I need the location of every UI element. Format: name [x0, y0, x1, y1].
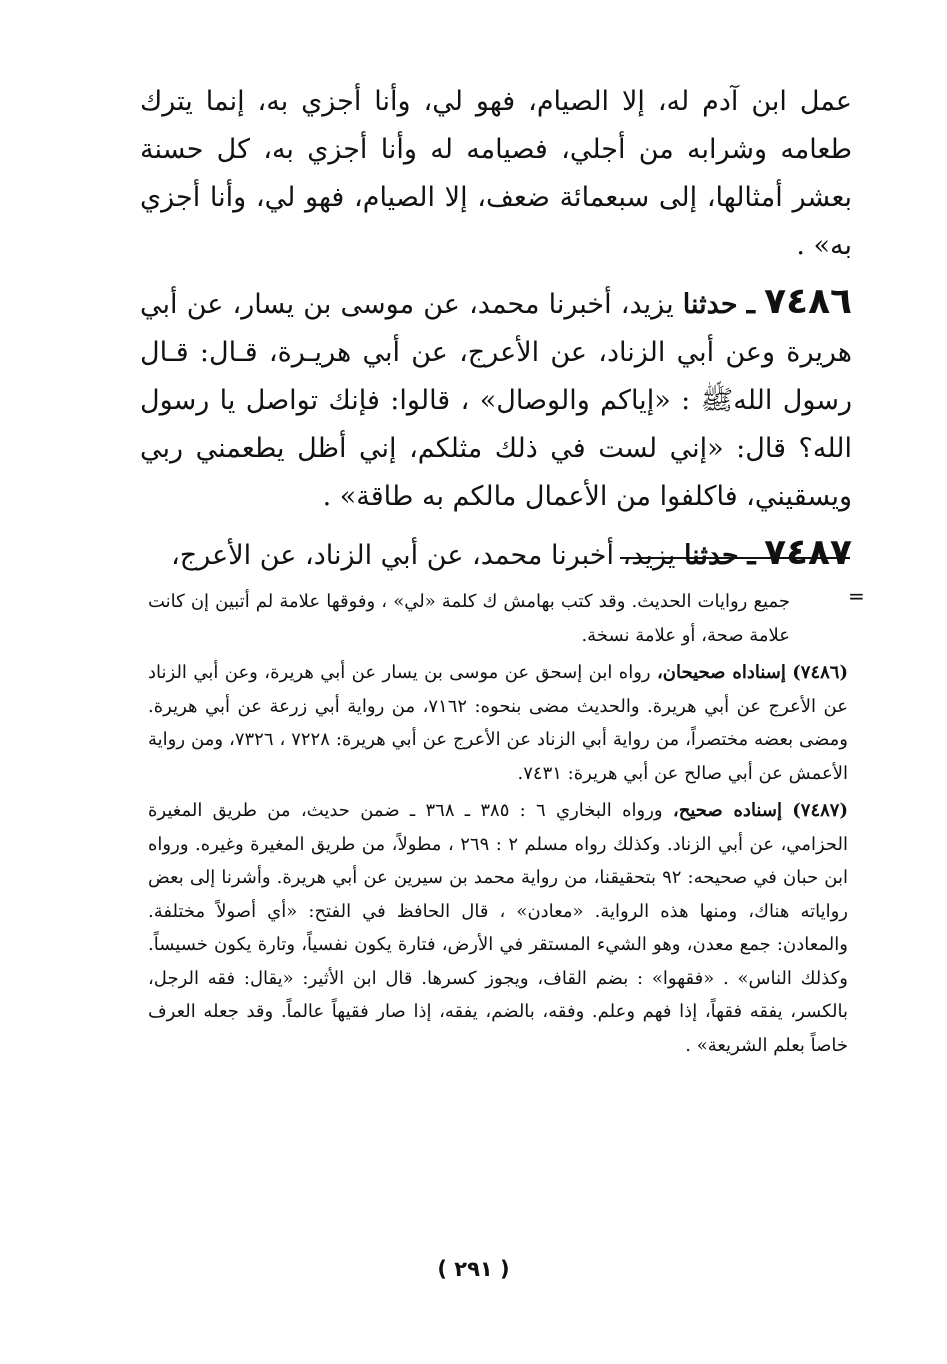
footnote-separator [620, 557, 850, 559]
footnote-7487 [148, 794, 848, 1062]
hadith-lead: حدثنا [682, 289, 738, 320]
footnote-continuation: جميع روايات الحديث. وقد كتب بهامش ك كلمة «لي» ، وفوقها علامة لم أتبين إن كانت علامة صحة، أو علامة نسخة. [148, 591, 790, 646]
footnote-lead: إسناداه صحيحان، [656, 662, 786, 683]
hadith-7487 [140, 529, 852, 580]
footnote-7486 [148, 656, 848, 790]
main-text [140, 78, 852, 580]
hadith-text: يزيد، أخبرنا محمد، عن موسى بن يسار، عن أبي هريرة وعن أبي الزناد، عن الأعرج، عن أبي هريـرة، قـال: قـال رسول اللهﷺ : «إياكم والوصال» ، قالوا: فإنك تواصل يا رسول الله؟ قال: «إني لست في ذلك مثلكم، إني أظل يطعمني ربي ويسقيني، فاكلفوا من الأعمال مالكم به طاقة» . [140, 289, 852, 512]
footnotes [148, 585, 848, 1062]
footnote-ref: (٧٤٨٧) [792, 800, 848, 821]
hadith-dash: ـ [747, 538, 756, 571]
page-number: ( ٢٩١ ) [437, 1257, 510, 1281]
footnote-text: ورواه البخاري ٦ : ٣٨٥ ـ ٣٦٨ ـ ضمن حديث، من طريق المغيرة الحزامي، عن أبي الزناد. وكذلك رواه مسلم ٢ : ٢٦٩ ، مطولاً، من طريق المغيرة وغيره. ورواه ابن حبان في صحيحه: ٩٢ بتحقيقنا، من رواية محمد بن سيرين عن أبي هريرة. وأشرنا إلى بعض رواياته هناك، ومنها هذه الرواية. «معادن» ، قال الحافظ في الفتح: «أي أصولاً مختلفة. والمعادن: جمع معدن، وهو الشيء المستقر في الأرض، فتارة يكون نفسياً، وتارة يكون خسيساً. وكذلك الناس» . «فقهوا» : بضم القاف، ويجوز كسرها. قال ابن الأثير: «يقال: فقه الرجل، بالكسر، يفقه فقهاً، إذا فهم وعلم. وفقه، بالضم، يفقه، إذا صار فقيهاً عالماً. وقد جعله العرف خاصاً بعلم الشريعة» . [148, 800, 849, 1056]
footnote-continuation-mark: = [848, 584, 865, 608]
hadith-7486 [140, 278, 852, 521]
hadith-number: ٧٤٨٧ [764, 532, 852, 573]
footnote-ref: (٧٤٨٦) [792, 662, 848, 683]
hadith-dash: ـ [746, 287, 755, 320]
footnote-text: رواه ابن إسحق عن موسى بن يسار عن أبي هريرة، وعن أبي الزناد عن الأعرج عن أبي هريرة. والحديث مضى بنحوه: ٧١٦٢، من رواية أبي زرعة عن أبي هريرة. ومضى بعضه مختصراً، من رواية أبي الزناد عن الأعرج عن أبي هريرة: ٧٢٢٨ ، ٧٣٢٦، ومن رواية الأعمش عن أبي صالح عن أبي هريرة: ٧٤٣١. [148, 662, 848, 784]
hadith-lead: حدثنا [683, 540, 739, 571]
footnote-lead: إسناده صحيح، [672, 800, 782, 821]
continuation-paragraph: عمل ابن آدم له، إلا الصيام، فهو لي، وأنا أجزي به، إنما يترك طعامه وشرابه من أجلي، فصيامه له وأنا أجزي به، كل حسنة بعشر أمثالها، إلى سبعمائة ضعف، إلا الصيام، فهو لي، وأنا أجزي به» . [140, 86, 852, 261]
hadith-text: يزيد، أخبرنا محمد، عن أبي الزناد، عن الأعرج، [171, 540, 676, 571]
hadith-number: ٧٤٨٦ [764, 281, 853, 322]
